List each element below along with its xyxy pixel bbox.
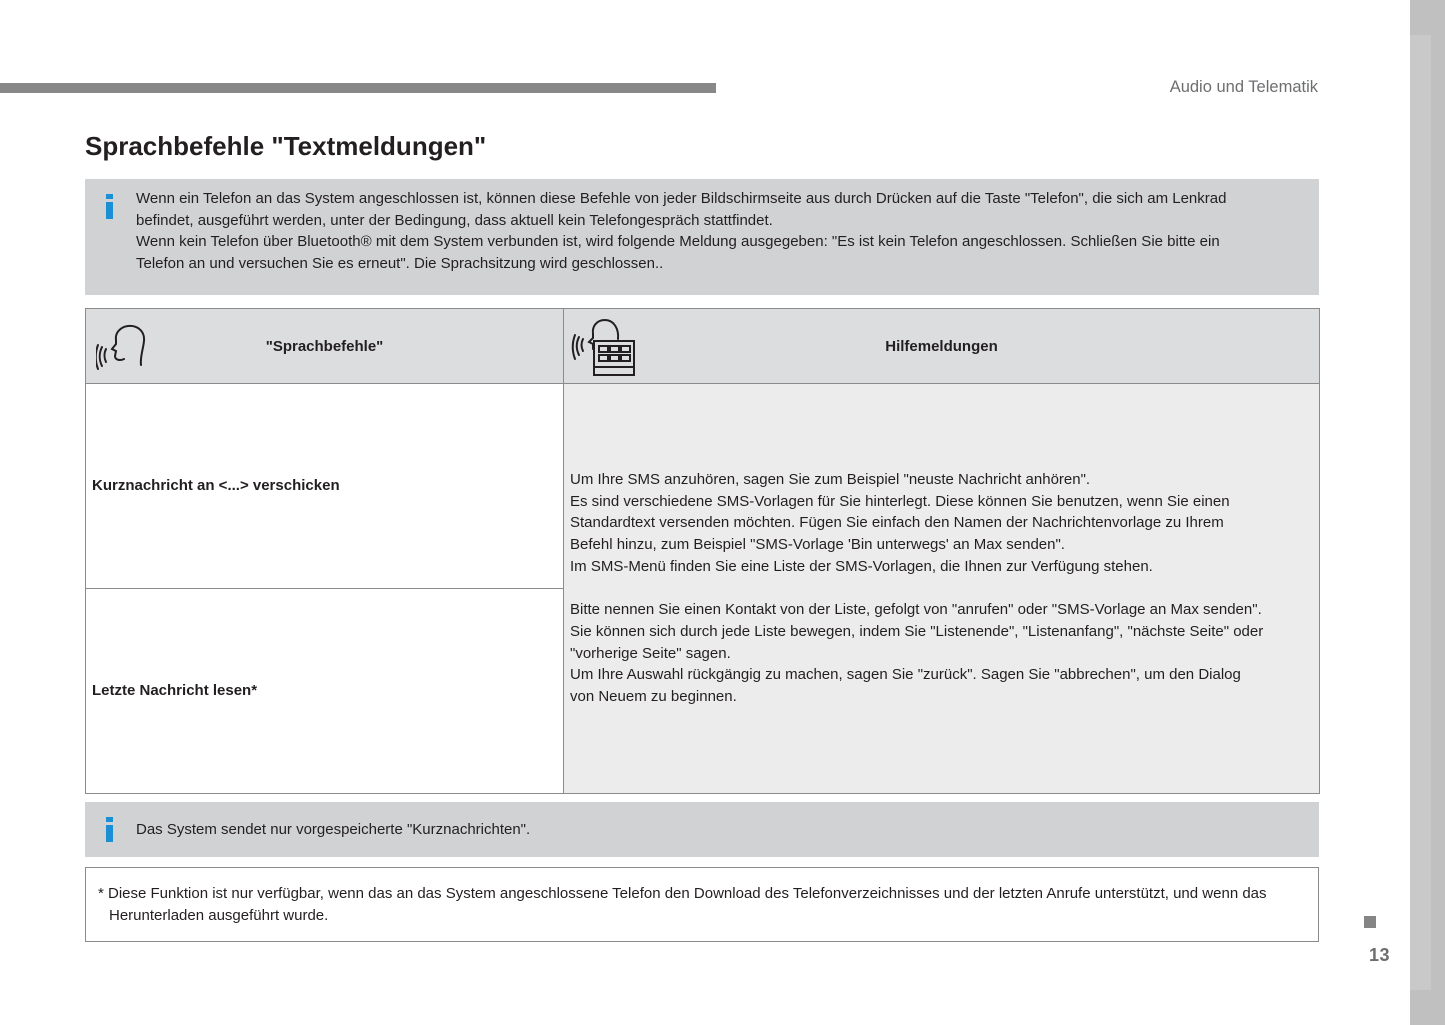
- speaking-head-icon: [96, 323, 148, 371]
- side-tab-inner: [1410, 35, 1431, 990]
- info-text: [136, 188, 1307, 275]
- info-line: befindet, ausgeführt werden, unter der Bedingung, dass aktuell kein Telefongespräch stattfindet.: [136, 211, 773, 229]
- help-line: [570, 578, 1313, 600]
- page-number: 13: [1369, 945, 1391, 965]
- column-header-label: Hilfemeldungen: [885, 337, 998, 355]
- info-line: Wenn kein Telefon über Bluetooth® mit dem System verbunden ist, wird folgende Meldung ausgegeben: "Es ist kein Telefon angeschlossen. Schließen Sie bitte ein: [136, 233, 1220, 251]
- command-cell: [86, 589, 564, 794]
- column-header-voice-commands: [86, 309, 564, 384]
- footnote-line: * Diese Funktion ist nur verfügbar, wenn das an das System angeschlossene Telefon den Download des Telefonverzeichnisses und der letzten Anrufe unterstützt, und: [98, 885, 1199, 902]
- page-title: Sprachbefehle "Textmeldungen": [85, 131, 487, 161]
- info-icon: [106, 817, 113, 842]
- command-cell: [86, 384, 564, 589]
- help-line: Es sind verschiedene SMS-Vorlagen für Sie hinterlegt. Diese können Sie benutzen, wenn Sie einen: [570, 492, 1230, 510]
- section-label: Audio und Telematik: [1169, 78, 1318, 96]
- help-cell: [564, 384, 1320, 794]
- command-label: Kurznachricht an <...> verschicken: [92, 477, 340, 494]
- footnote-line: wenn das Herunterladen ausgeführt wurde.: [109, 885, 1267, 924]
- column-header-help: [564, 309, 1320, 384]
- column-header-label: "Sprachbefehle": [265, 337, 384, 355]
- help-line: Standardtext versenden möchten. Fügen Sie einfach den Namen der Nachrichtenvorlage zu Ihrem: [570, 514, 1224, 532]
- info-box-top: [85, 179, 1319, 295]
- help-line: Befehl hinzu, zum Beispiel "SMS-Vorlage 'Bin unterwegs' an Max senden".: [570, 536, 1065, 554]
- help-line: "vorherige Seite" sagen.: [570, 644, 731, 662]
- speaking-head-keypad-icon: [570, 317, 638, 377]
- command-label: Letzte Nachricht lesen*: [92, 682, 258, 699]
- table-header-row: [86, 309, 1320, 384]
- footnote-box: [85, 867, 1319, 942]
- info-line: Telefon an und versuchen Sie es erneut". Die Sprachsitzung wird geschlossen..: [136, 255, 664, 273]
- help-line: Um Ihre Auswahl rückgängig zu machen, sagen Sie "zurück". Sagen Sie "abbrechen", um den Dialog: [570, 666, 1241, 684]
- help-text: [570, 469, 1313, 708]
- help-line: Um Ihre SMS anzuhören, sagen Sie zum Beispiel "neuste Nachricht anhören".: [570, 471, 1091, 488]
- info-box-bottom: [85, 802, 1319, 857]
- info-line: Wenn ein Telefon an das System angeschlossen ist, können diese Befehle von jeder Bildschirmseite aus durch Drücken auf die Taste "Telefon", die sich am Lenkrad: [136, 190, 1227, 207]
- table-row: [86, 384, 1320, 589]
- info-text: Das System sendet nur vorgespeicherte "Kurznachrichten".: [136, 821, 531, 838]
- footnote-text: [98, 883, 1298, 926]
- help-line: von Neuem zu beginnen.: [570, 688, 737, 706]
- voice-commands-table: [85, 308, 1320, 794]
- help-line: Sie können sich durch jede Liste bewegen, indem Sie "Listenende", "Listenanfang", "nächste Seite" oder: [570, 622, 1264, 640]
- info-icon: [106, 194, 113, 219]
- help-line: Im SMS-Menü finden Sie eine Liste der SMS-Vorlagen, die Ihnen zur Verfügung stehen.: [570, 557, 1153, 575]
- page-marker: [1364, 916, 1376, 928]
- header-bar: [0, 83, 716, 93]
- help-line: Bitte nennen Sie einen Kontakt von der Liste, gefolgt von "anrufen" oder "SMS-Vorlage an Max senden".: [570, 601, 1262, 619]
